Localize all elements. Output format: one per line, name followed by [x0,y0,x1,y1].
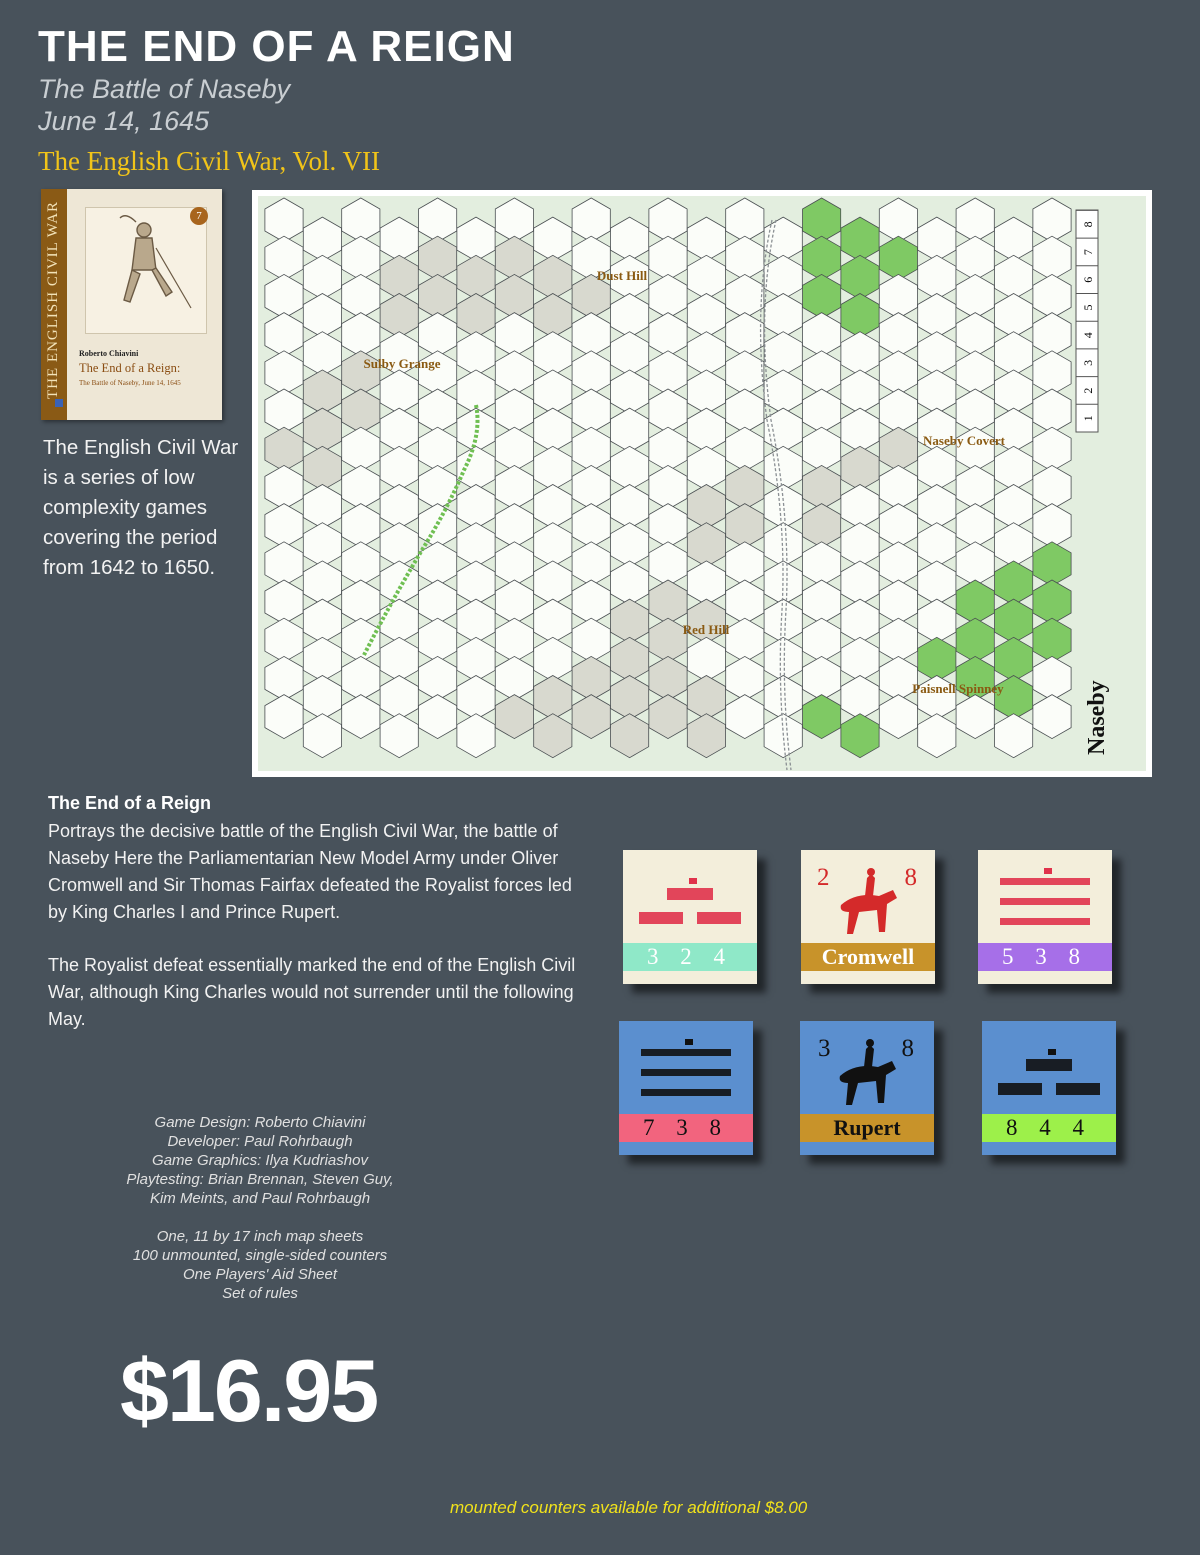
volume-badge: 7 [190,207,208,225]
infantry-formation-icon [978,850,1112,945]
contents-line: 100 unmounted, single-sided counters [132,1247,388,1264]
cover-author: Roberto Chiavini [79,349,139,358]
map-place-label: Naseby Covert [923,433,1005,448]
turn-track [1076,210,1098,432]
turn-track-number: 3 [1081,359,1095,366]
box-cover-image [41,189,222,420]
description-paragraph: The Royalist defeat essentially marked the end of the English Civil War, although King Charles would not surrender until the following May. [48,955,576,1029]
contents-line: Set of rules [222,1285,298,1302]
turn-track-number: 1 [1081,415,1095,422]
publisher-logo-icon [55,399,63,407]
counter-values: 7 3 8 [619,1114,753,1142]
map-place-label: Red Hill [682,622,730,637]
credit-line: Game Design: Roberto Chiavini [154,1114,366,1131]
counter-rupert [800,1021,934,1155]
counter-values: 3 2 4 [623,943,757,971]
price: $16.95 [120,1341,378,1440]
counter-cromwell [801,850,935,984]
counter-values: 5 3 8 [978,943,1112,971]
turn-track-number: 5 [1081,304,1095,311]
series-title: The English Civil War, Vol. VII [38,146,380,176]
credit-line: Kim Meints, and Paul Rohrbaugh [149,1190,371,1207]
counter-top-right-value: 8 [901,1035,914,1062]
turn-track-number: 7 [1081,249,1095,256]
credits [90,1113,430,1303]
description-heading: The End of a Reign [48,793,212,813]
contents-line: One, 11 by 17 inch map sheets [156,1228,364,1245]
counter-infantry-538 [978,850,1112,984]
infantry-formation-icon [623,850,757,945]
counter-name: Cromwell [801,943,935,971]
map-place-label: Dust Hill [596,268,648,283]
credit-line: Developer: Paul Rohrbaugh [167,1133,353,1150]
cover-subtitle: The Battle of Naseby, June 14, 1645 [79,379,181,387]
counter-infantry-324 [623,850,757,984]
mounted-counters-note: mounted counters available for additional $8.00 [450,1498,808,1517]
turn-track-number: 8 [1081,221,1095,228]
counter-top-left-value: 3 [818,1035,831,1062]
credit-line: Game Graphics: Ilya Kudriashov [152,1152,368,1169]
cover-spine [41,189,67,420]
cover-title: The End of a Reign: [79,361,181,375]
credit-line: Playtesting: Brian Brennan, Steven Guy, [126,1171,394,1188]
description-paragraph: Portrays the decisive battle of the English Civil War, the battle of Naseby Here the Parliamentarian New Model Army under Oliver Cromwell and Sir Thomas Fairfax defeated the Royalist forces led by King Charles I and Prince Rupert. [48,821,572,922]
counter-infantry-738 [619,1021,753,1155]
turn-track-number: 2 [1081,387,1095,394]
counter-top-right-value: 8 [904,864,917,891]
cover-illustration [85,207,207,334]
contents-line: One Players' Aid Sheet [182,1266,338,1283]
counter-infantry-844 [982,1021,1116,1155]
turn-track-number: 4 [1081,332,1095,339]
battle-date: June 14, 1645 [38,106,210,136]
counter-name: Rupert [800,1114,934,1142]
infantry-formation-icon [619,1021,753,1116]
counter-values: 8 4 4 [982,1114,1116,1142]
map-place-label: Paisnell Spinney [912,681,1004,696]
series-intro: The English Civil War is a series of low complexity games covering the period from 1642 to 1650. [43,436,239,579]
cover-spine-text: THE ENGLISH CIVIL WAR [45,200,61,399]
map-place-label: Sulby Grange [363,356,441,371]
game-map [252,190,1152,777]
map-name: Naseby [1084,680,1110,755]
description [48,818,583,1059]
turn-track-number: 6 [1081,276,1095,283]
battle-subtitle: The Battle of Naseby [38,74,291,104]
infantry-formation-icon [982,1021,1116,1116]
page-title: THE END OF A REIGN [38,22,515,71]
counter-top-left-value: 2 [817,864,830,891]
